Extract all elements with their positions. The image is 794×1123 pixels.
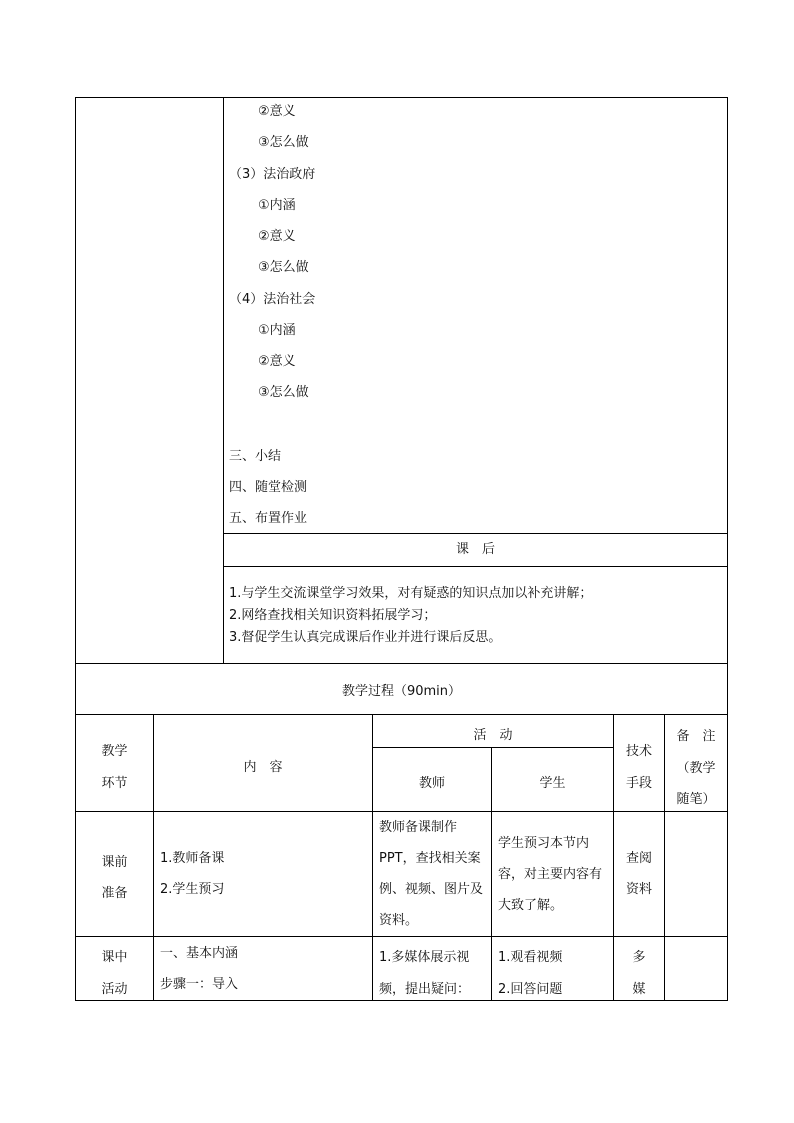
row-tech: 多	[632, 950, 646, 965]
outline-item: ③怎么做	[258, 135, 309, 150]
table-bottom-border	[75, 1000, 728, 1001]
row-stage: 课前	[101, 855, 128, 870]
after-class-header-bottom	[223, 566, 728, 567]
row-teacher: 教师备课制作	[379, 820, 458, 835]
outline-heading: （4）法治社会	[229, 292, 316, 307]
header-content: 内 容	[243, 760, 283, 775]
row-student: 1.观看视频	[498, 950, 563, 965]
process-title-bottom	[75, 714, 728, 715]
content-column-divider	[372, 714, 373, 1000]
row-tech: 查阅	[625, 851, 652, 866]
top-section-divider	[223, 97, 224, 663]
row-stage: 活动	[101, 982, 128, 997]
outline-item: ②意义	[258, 104, 296, 119]
header-student: 学生	[539, 776, 566, 791]
outline-heading: （3）法治政府	[229, 167, 316, 182]
row-teacher: 例、视频、图片及	[379, 882, 484, 897]
after-class-header-top	[223, 533, 728, 534]
tech-notes-divider	[664, 714, 665, 1000]
header-row-bottom	[75, 811, 728, 812]
top-section-bottom	[75, 663, 728, 664]
row-tech: 媒	[632, 982, 646, 997]
row-student: 学生预习本节内	[498, 836, 590, 851]
activity-header-divider	[372, 747, 613, 748]
row-tech: 资料	[625, 882, 652, 897]
after-class-item: 1.与学生交流课堂学习效果，对有疑惑的知识点加以补充讲解；	[229, 586, 593, 601]
row-student: 2.回答问题	[498, 982, 563, 997]
header-tech: 技术	[625, 744, 652, 759]
row-stage: 课中	[101, 950, 128, 965]
row-teacher: 1.多媒体展示视	[379, 950, 470, 965]
header-stage: 教学	[101, 744, 128, 759]
after-class-item: 2.网络查找相关知识资料拓展学习；	[229, 608, 437, 623]
section-summary: 三、小结	[229, 449, 282, 464]
outline-item: ③怎么做	[258, 260, 309, 275]
header-tech: 手段	[625, 776, 652, 791]
outline-item: ②意义	[258, 229, 296, 244]
header-notes: 随笔）	[676, 792, 716, 807]
outline-item: ①内涵	[258, 198, 296, 213]
process-title: 教学过程（90min）	[341, 684, 462, 699]
outline-item: ②意义	[258, 354, 296, 369]
outline-item: ①内涵	[258, 323, 296, 338]
row-content: 一、基本内涵	[160, 946, 239, 961]
header-teacher: 教师	[418, 776, 445, 791]
section-homework: 五、布置作业	[229, 511, 308, 526]
row-teacher: 频，提出疑问：	[379, 982, 471, 997]
row-student: 容，对主要内容有	[498, 867, 603, 882]
row-student: 大致了解。	[498, 898, 564, 913]
section-quiz: 四、随堂检测	[229, 480, 308, 495]
after-class-item: 3.督促学生认真完成课后作业并进行课后反思。	[229, 630, 502, 645]
prep-row-bottom	[75, 936, 728, 937]
table-right-border	[727, 97, 728, 1001]
row-teacher: PPT，查找相关案	[379, 851, 481, 866]
header-notes: 备 注	[676, 729, 716, 744]
header-notes: （教学	[676, 761, 716, 776]
table-top-border	[75, 97, 728, 98]
outline-item: ③怎么做	[258, 385, 309, 400]
row-stage: 准备	[101, 886, 128, 901]
row-content: 步骤一：导入	[160, 977, 239, 992]
after-class-header: 课 后	[455, 542, 495, 557]
row-teacher: 资料。	[379, 913, 419, 928]
stage-column-divider	[153, 714, 154, 1000]
header-activity: 活 动	[473, 728, 513, 743]
row-content: 2.学生预习	[160, 882, 225, 897]
row-content: 1.教师备课	[160, 851, 225, 866]
header-stage: 环节	[101, 776, 128, 791]
